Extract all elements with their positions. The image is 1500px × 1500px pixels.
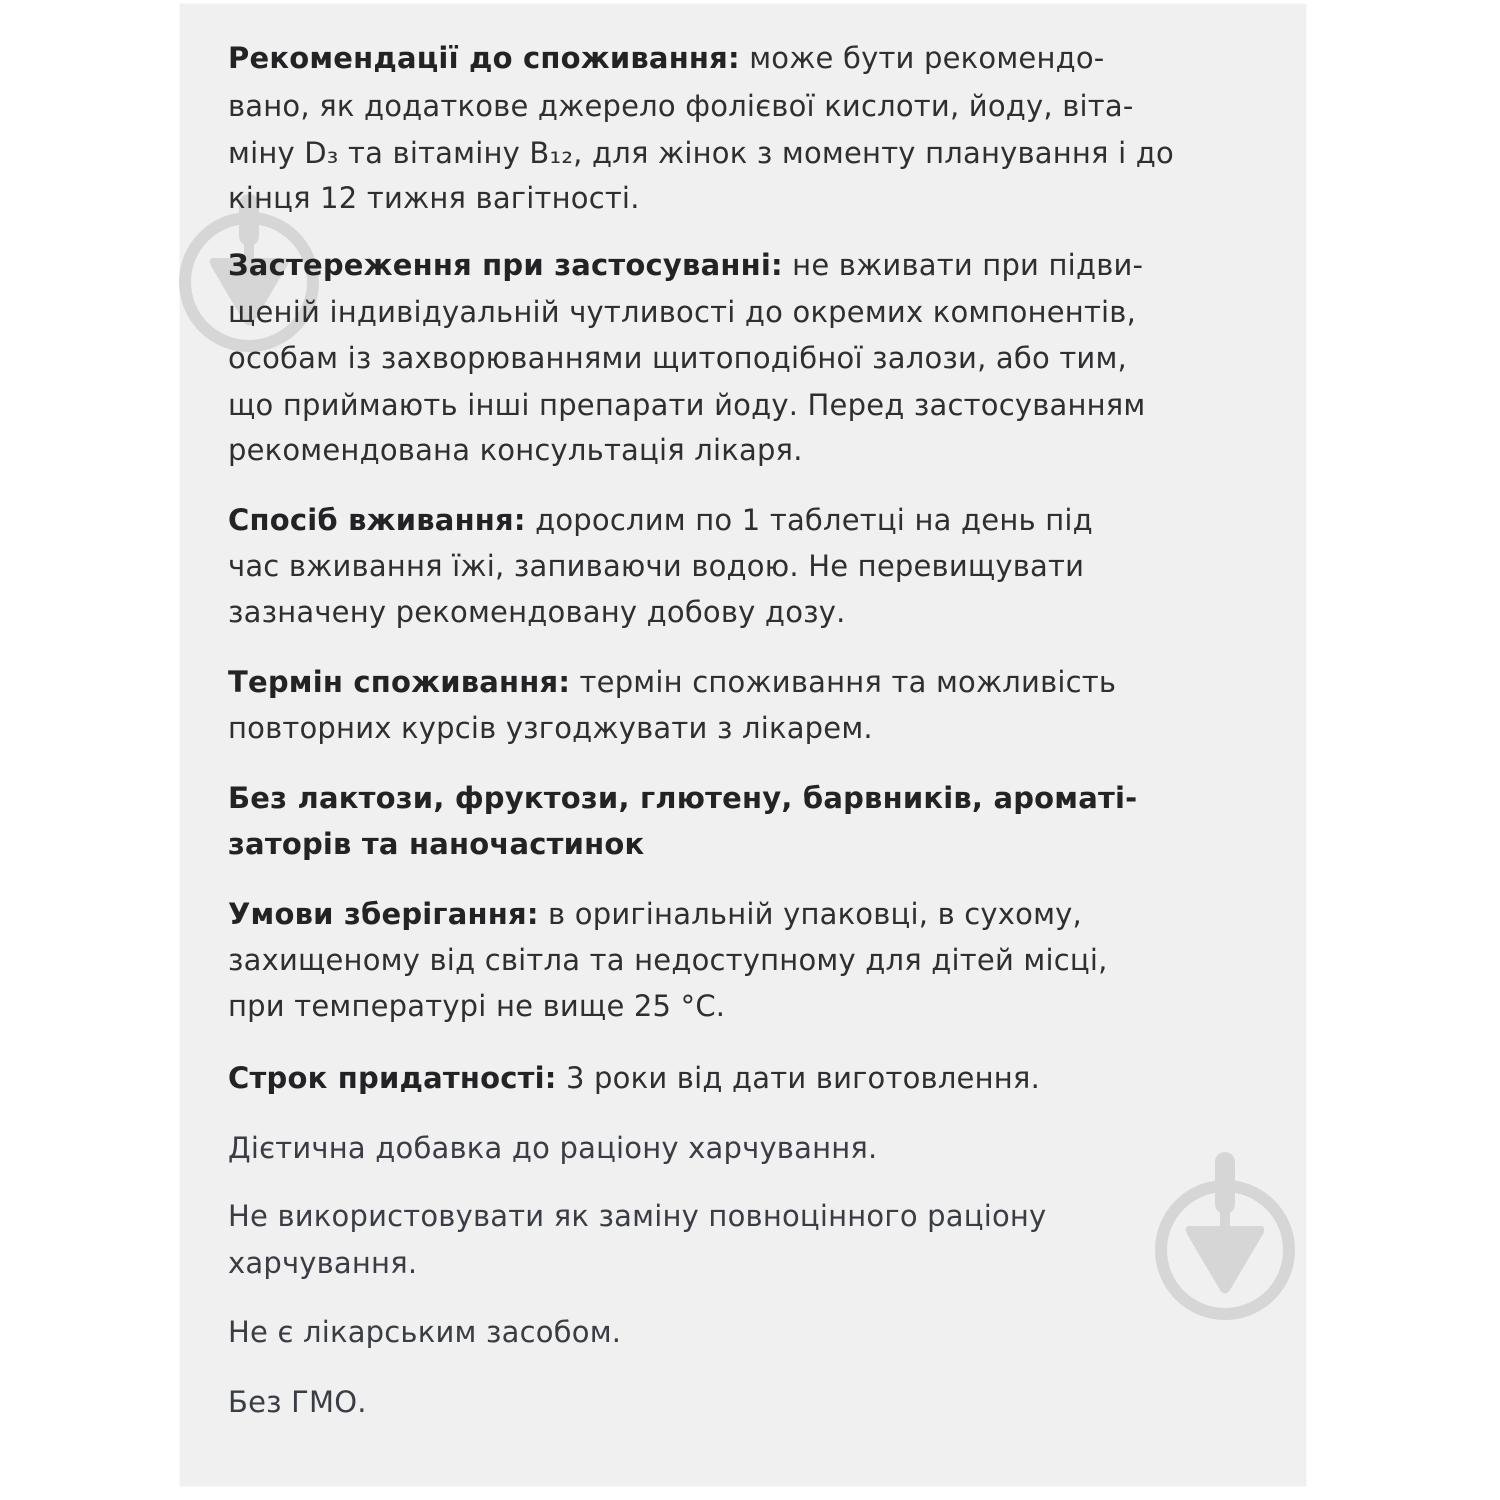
free-from-text: заторів та наночастинок xyxy=(228,827,645,861)
note-text: Не є лікарським засобом. xyxy=(228,1315,622,1349)
section-text: кінця 12 тижня вагітності. xyxy=(228,181,640,215)
section-text: що приймають інші препарати йоду. Перед застосуванням xyxy=(228,388,1146,422)
section-heading: Умови зберігання: xyxy=(228,897,539,931)
note-text: харчування. xyxy=(228,1246,418,1280)
section-text: захищеному від світла та недоступному для дітей місці, xyxy=(228,943,1108,977)
section-warnings xyxy=(228,245,1143,285)
section-recommendations xyxy=(228,38,1104,78)
section-heading: Термін споживання: xyxy=(228,665,571,699)
section-heading: Застереження при застосуванні: xyxy=(228,248,783,282)
section-text: дорослим по 1 таблетці на день під xyxy=(525,503,1093,537)
section-text: повторних курсів узгоджувати з лікарем. xyxy=(228,711,873,745)
section-text: зазначену рекомендовану добову дозу. xyxy=(228,595,846,629)
section-text: міну D₃ та вітаміну B₁₂, для жінок з моменту планування і до xyxy=(228,136,1174,170)
section-text: щеній індивідуальній чутливості до окремих компонентів, xyxy=(228,295,1137,329)
section-duration xyxy=(228,662,1116,702)
note-text: Без ГМО. xyxy=(228,1385,367,1419)
section-text: при температурі не вище 25 °C. xyxy=(228,989,726,1023)
section-text: 3 роки від дати виготовлення. xyxy=(556,1061,1040,1095)
section-text: особам із захворюваннями щитоподібної залози, або тим, xyxy=(228,341,1127,375)
section-text: в оригінальній упаковці, в сухому, xyxy=(538,897,1082,931)
section-text: час вживання їжі, запиваючи водою. Не перевищувати xyxy=(228,549,1085,583)
section-text: не вживати при підви- xyxy=(782,248,1144,282)
section-heading: Рекомендації до споживання: xyxy=(228,41,740,75)
section-usage xyxy=(228,500,1093,540)
free-from-text: Без лактози, фруктози, глютену, барвників, ароматі- xyxy=(228,781,1138,815)
section-text: рекомендована консультація лікаря. xyxy=(228,433,803,467)
trowel-logo-icon xyxy=(1148,1150,1303,1325)
section-storage xyxy=(228,894,1082,934)
section-text: може бути рекомендо- xyxy=(739,41,1105,75)
note-text: Дієтична добавка до раціону харчування. xyxy=(228,1131,878,1165)
note-text: Не використовувати як заміну повноцінного раціону xyxy=(228,1199,1047,1233)
section-text: вано, як додаткове джерело фолієвої кислоти, йоду, віта- xyxy=(228,89,1134,123)
section-heading: Спосіб вживання: xyxy=(228,503,526,537)
section-shelf-life xyxy=(228,1058,1040,1098)
section-text: термін споживання та можливість xyxy=(570,665,1117,699)
section-heading: Строк придатності: xyxy=(228,1061,557,1095)
